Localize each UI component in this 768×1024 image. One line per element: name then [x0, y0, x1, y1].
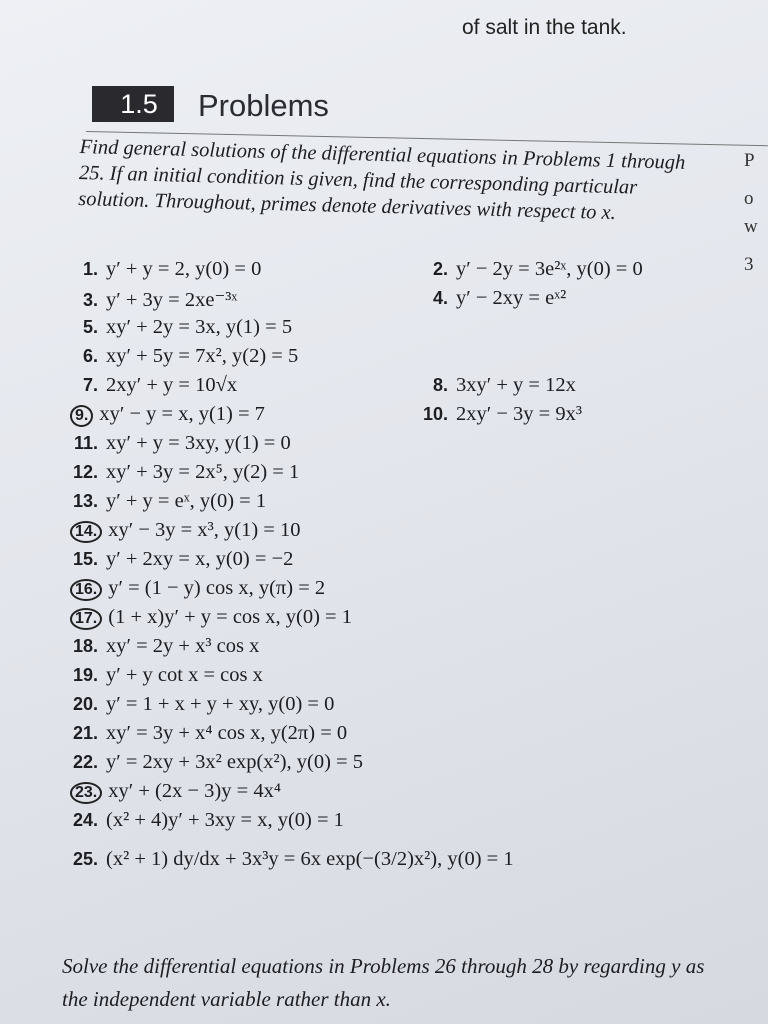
- problem-row: 13. y′ + y = eˣ, y(0) = 1: [72, 490, 267, 512]
- circle-mark: 23.: [70, 782, 102, 804]
- circle-mark: 17.: [70, 608, 102, 630]
- problem-row: 1. y′ + y = 2, y(0) = 0 2. y′ − 2y = 3e²ˣ, y(0) = 0: [82, 258, 643, 280]
- problem-row: 7. 2xy′ + y = 10√x 8. 3xy′ + y = 12x: [82, 374, 576, 396]
- margin-fragment: w: [744, 216, 758, 237]
- top-fragment: of salt in the tank.: [462, 16, 627, 39]
- problem-instructions: Find general solutions of the differential equations in Problems 1 through 25. If an initial condition is given, find the corresponding particular solution. Throughout, primes denote derivatives with respect to x.: [78, 135, 686, 225]
- problem-row: 12. xy′ + 3y = 2x⁵, y(2) = 1: [72, 461, 300, 483]
- problem-row: 17. (1 + x)y′ + y = cos x, y(0) = 1: [70, 606, 352, 634]
- problem-row: 5. xy′ + 2y = 3x, y(1) = 5: [82, 316, 293, 338]
- problems-26-28-instructions: Solve the differential equations in Problems 26 through 28 by regarding y as the independent variable rather than x.: [62, 954, 705, 1011]
- problem-row: 3. y′ + 3y = 2xe⁻³ˣ 4. y′ − 2xy = eˣ²: [82, 287, 567, 311]
- problem-row: 22. y′ = 2xy + 3x² exp(x²), y(0) = 5: [72, 751, 363, 773]
- problem-row: 16. y′ = (1 − y) cos x, y(π) = 2: [70, 577, 325, 605]
- circle-mark: 16.: [70, 579, 102, 601]
- problem-row: 11. xy′ + y = 3xy, y(1) = 0: [73, 432, 291, 454]
- problem-row: 15. y′ + 2xy = x, y(0) = −2: [72, 548, 294, 570]
- section-title: Problems: [198, 88, 329, 123]
- margin-fragment: P: [744, 150, 755, 171]
- problem-row: 6. xy′ + 5y = 7x², y(2) = 5: [82, 345, 299, 367]
- margin-fragment: 3: [744, 254, 754, 275]
- problem-row: 19. y′ + y cot x = cos x: [72, 664, 263, 686]
- circle-mark: 14.: [70, 521, 102, 543]
- problem-row: 23. xy′ + (2x − 3)y = 4x⁴: [70, 780, 281, 808]
- problem-row: 24. (x² + 4)y′ + 3xy = x, y(0) = 1: [72, 809, 344, 831]
- problem-row: 25. (x² + 1) dy/dx + 3x³y = 6x exp(−(3/2)x²), y(0) = 1: [72, 848, 514, 870]
- problem-row: 18. xy′ = 2y + x³ cos x: [72, 635, 260, 657]
- problem-row: 20. y′ = 1 + x + y + xy, y(0) = 0: [72, 693, 335, 715]
- problem-row: 21. xy′ = 3y + x⁴ cos x, y(2π) = 0: [72, 722, 348, 744]
- problem-row: 14. xy′ − 3y = x³, y(1) = 10: [70, 519, 300, 547]
- problem-row: 9. xy′ − y = x, y(1) = 7 10. 2xy′ − 3y = 9x³: [70, 403, 265, 431]
- circle-mark: 9.: [70, 405, 93, 427]
- section-number-badge: 1.5: [92, 86, 174, 122]
- margin-fragment: o: [744, 188, 754, 209]
